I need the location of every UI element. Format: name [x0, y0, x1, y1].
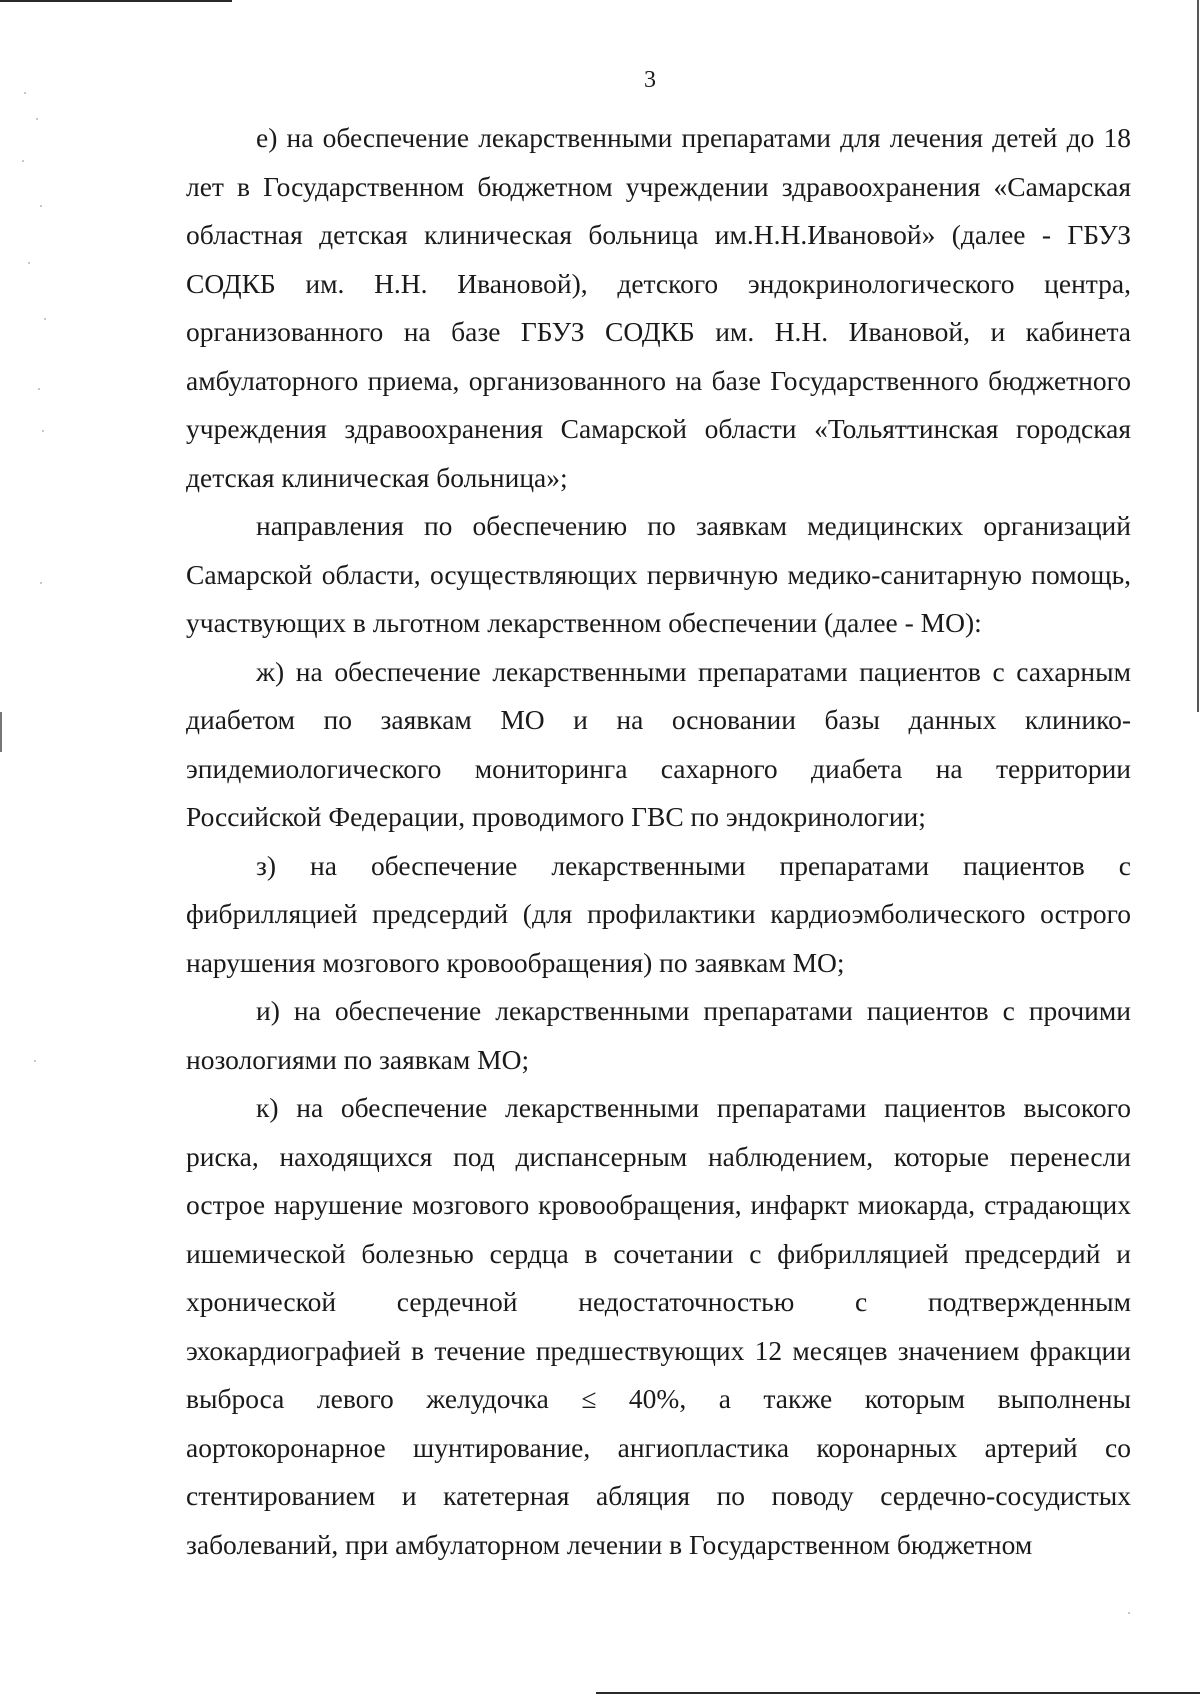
scan-speck [28, 262, 30, 264]
scan-speck [22, 160, 24, 162]
scan-speck [36, 118, 38, 120]
page-number: 3 [644, 67, 656, 93]
scan-speck [24, 92, 26, 94]
scan-speck [40, 582, 42, 584]
scan-speck [34, 1060, 36, 1062]
paragraph-e: е) на обеспечение лекарственными препаратами для лечения детей до 18 лет в Государственном бюджетном учреждении здравоохранения «Самарская областная детская клиническая больница им.Н.Н.Ивановой» (далее - ГБУЗ СОДКБ им. Н.Н. Ивановой), детского эндокринологического центра, организованного на базе ГБУЗ СОДКБ им. Н.Н. Ивановой, и кабинета амбулаторного приема, организованного на базе Государственного бюджетного учреждения здравоохранения Самарской области «Тольяттинская городская детская клиническая больница»; [186, 122, 1131, 493]
scan-edge-right [1197, 0, 1199, 712]
document-body [186, 114, 1131, 1569]
scan-edge-left-mark [0, 712, 2, 752]
paragraph-i: и) на обеспечение лекарственными препаратами пациентов с прочими нозологиями по заявкам МО; [186, 995, 1131, 1075]
scan-edge-top [0, 0, 232, 2]
scan-speck [42, 430, 44, 432]
scan-speck [44, 318, 46, 320]
paragraph-directions: направления по обеспечению по заявкам медицинских организаций Самарской области, осуществляющих первичную медико-санитарную помощь, участвующих в льготном лекарственном обеспечении (далее - МО): [186, 510, 1131, 638]
scan-edge-bottom [596, 1692, 1200, 1694]
scan-speck [1128, 1612, 1130, 1614]
paragraph-zh: ж) на обеспечение лекарственными препаратами пациентов с сахарным диабетом по заявкам МО и на основании базы данных клинико-эпидемиологического мониторинга сахарного диабета на территории Российской Федерации, проводимого ГВС по эндокринологии; [186, 655, 1131, 832]
paragraph-k: к) на обеспечение лекарственными препаратами пациентов высокого риска, находящихся под диспансерным наблюдением, которые перенесли острое нарушение мозгового кровообращения, инфаркт миокарда, страдающих ишемической болезнью сердца в сочетании с фибрилляцией предсердий и хронической сердечной недостаточностью с подтвержденным эхокардиографией в течение предшествующих 12 месяцев значением фракции выброса левого желудочка ≤ 40%, а также которым выполнены аортокоронарное шунтирование, ангиопластика коронарных артерий со стентированием и катетерная абляция по поводу сердечно-сосудистых заболеваний, при амбулаторном лечении в Государственном бюджетном [186, 1092, 1131, 1560]
scan-speck [40, 205, 42, 207]
scan-speck [38, 388, 40, 390]
paragraph-z: з) на обеспечение лекарственными препаратами пациентов с фибрилляцией предсердий (для профилактики кардиоэмболического острого нарушения мозгового кровообращения) по заявкам МО; [186, 849, 1131, 978]
